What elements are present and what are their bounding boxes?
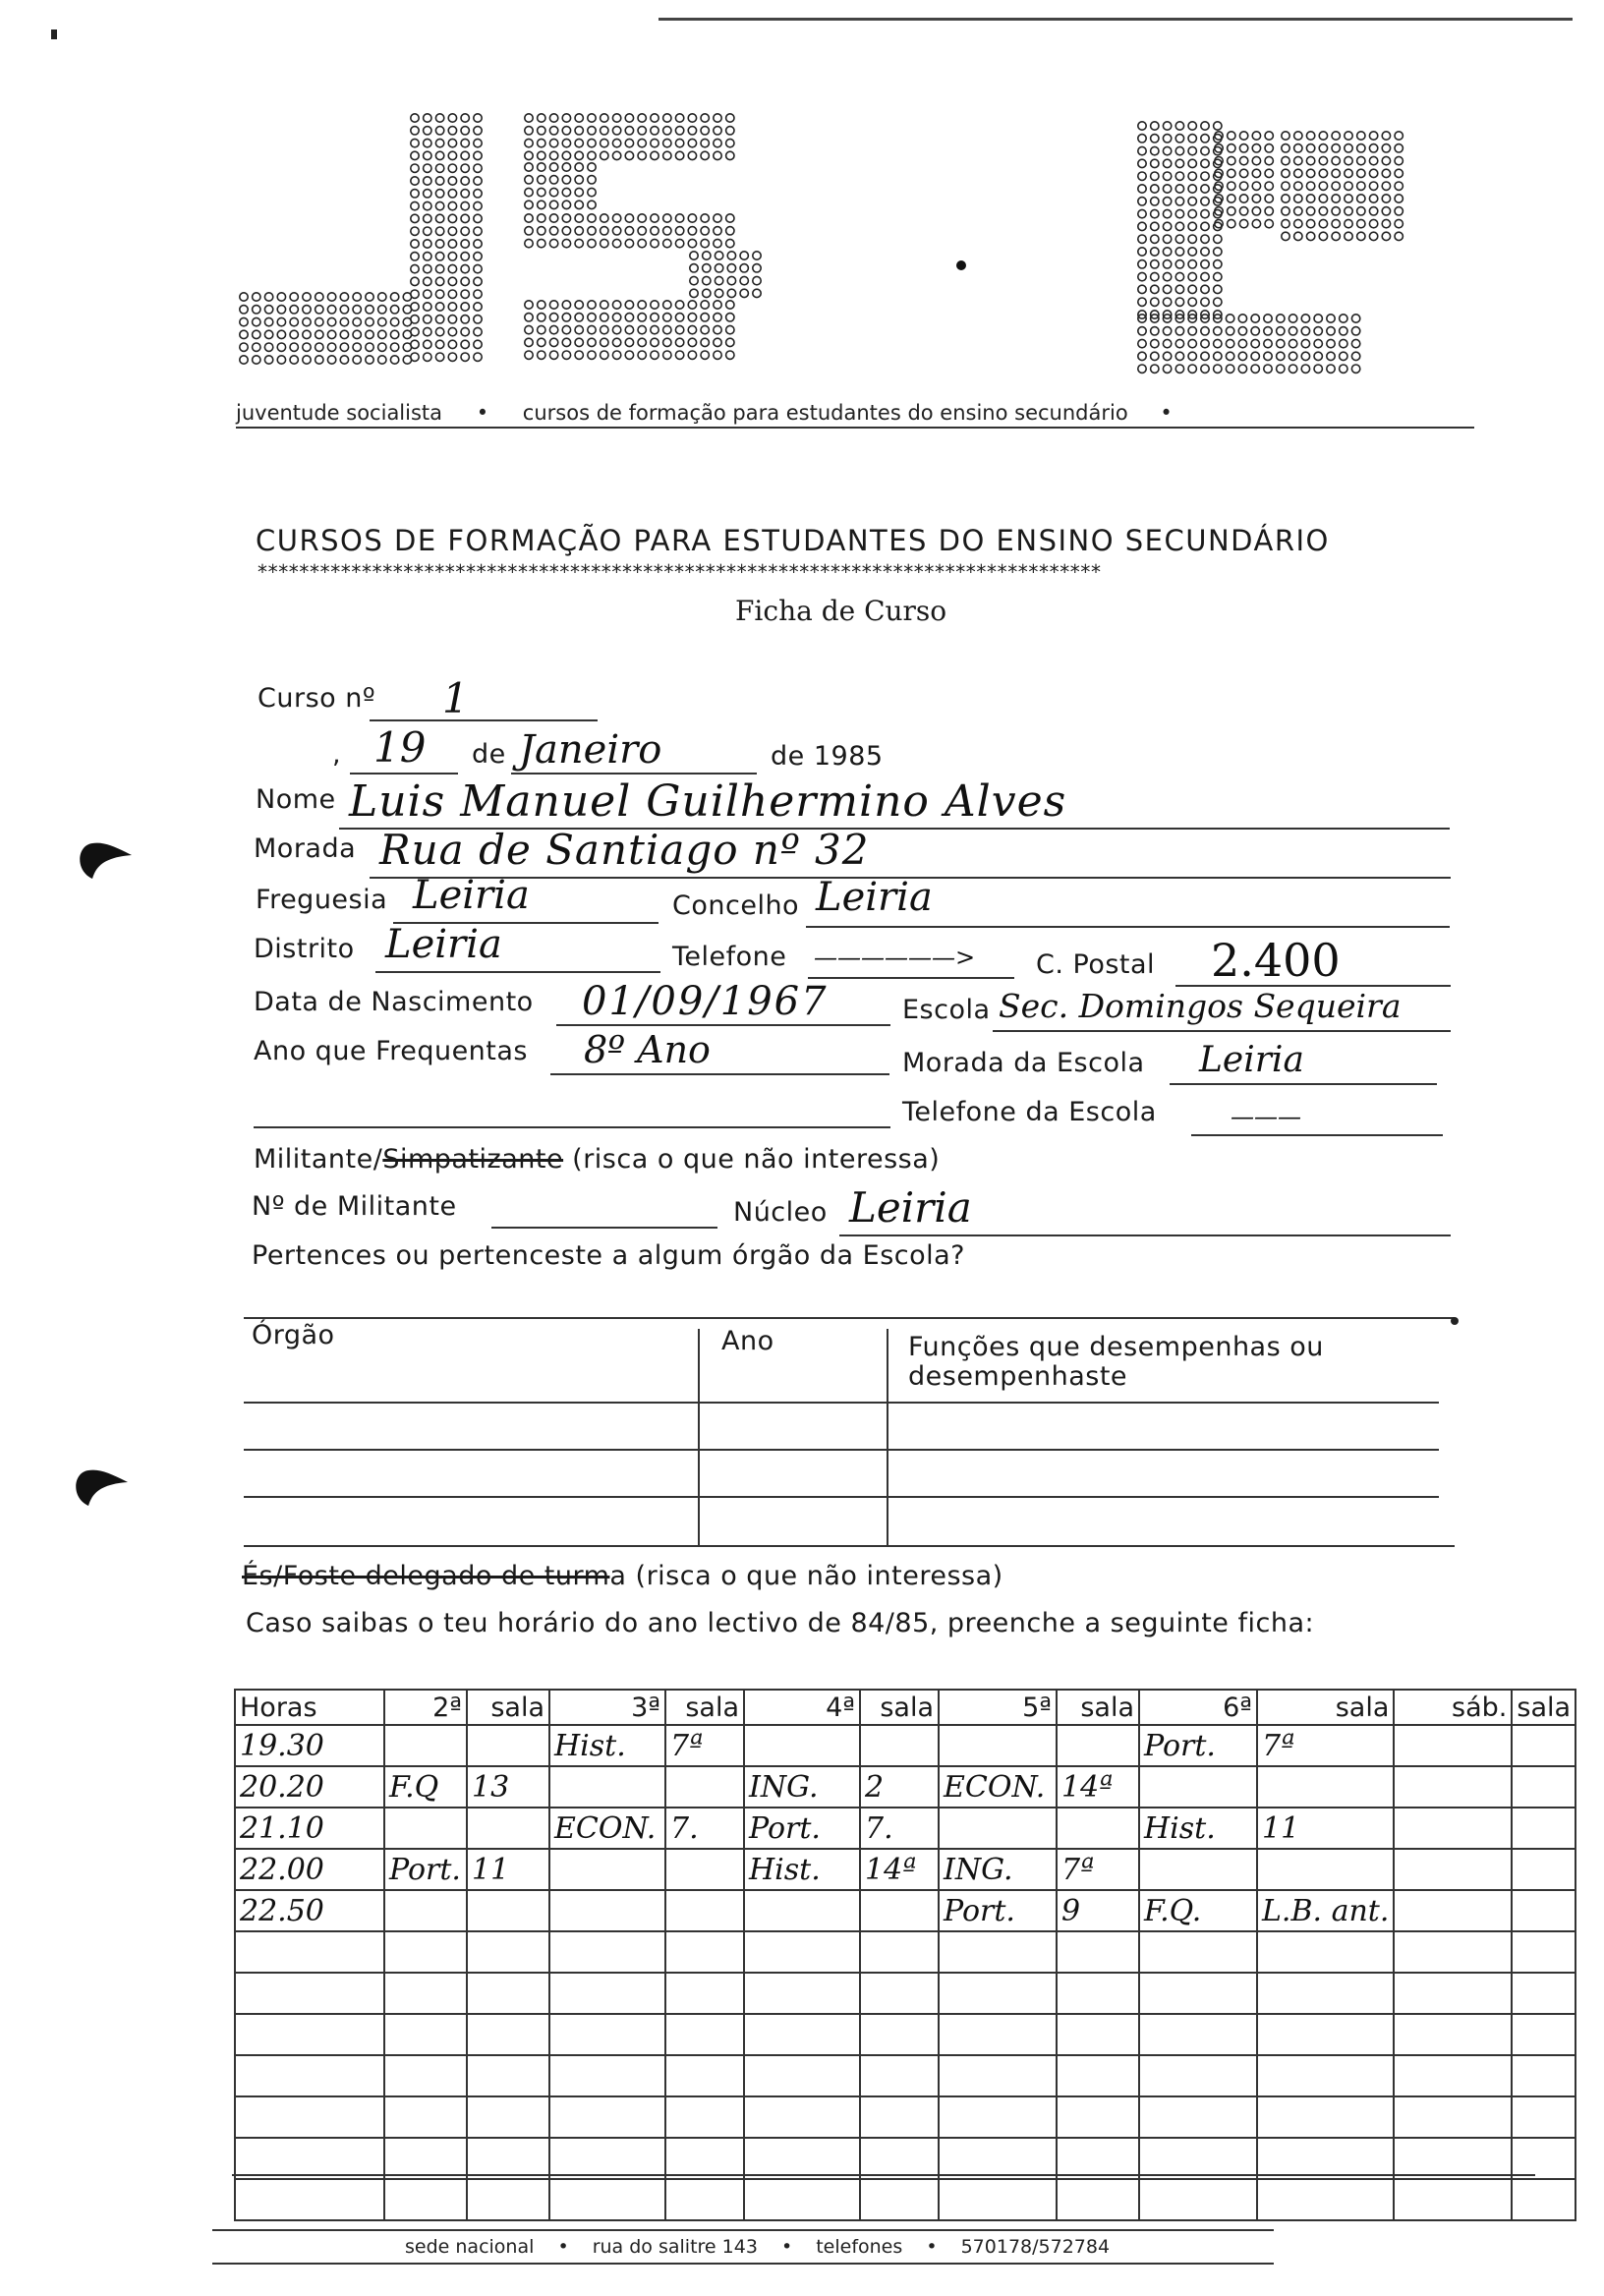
- schedule-cell[interactable]: [939, 2055, 1057, 2096]
- schedule-row: [235, 2055, 1575, 2096]
- schedule-cell[interactable]: 7ª: [1257, 1725, 1394, 1766]
- schedule-cell[interactable]: [744, 1931, 860, 1973]
- schedule-cell[interactable]: [665, 2014, 744, 2055]
- schedule-cell[interactable]: [1139, 1973, 1257, 2014]
- nucleo-label: Núcleo: [733, 1197, 828, 1228]
- schedule-cell[interactable]: [744, 1725, 860, 1766]
- schedule-cell[interactable]: [1257, 2096, 1394, 2138]
- date-comma: ,: [332, 739, 342, 770]
- schedule-cell[interactable]: [665, 1973, 744, 2014]
- schedule-cell[interactable]: [1394, 2179, 1512, 2220]
- schedule-cell[interactable]: [1057, 2138, 1139, 2179]
- schedule-cell[interactable]: [1057, 2014, 1139, 2055]
- schedule-cell[interactable]: [467, 1931, 549, 1973]
- schedule-cell[interactable]: 14ª: [860, 1849, 939, 1890]
- schedule-header-cell: sala: [665, 1690, 744, 1725]
- schedule-cell[interactable]: [467, 2138, 549, 2179]
- escola-value[interactable]: Sec. Domingos Sequeira: [999, 987, 1402, 1025]
- schedule-cell[interactable]: [860, 2014, 939, 2055]
- schedule-cell[interactable]: [384, 2014, 467, 2055]
- schedule-cell[interactable]: 9: [1057, 1890, 1139, 1931]
- morada-value[interactable]: Rua de Santiago nº 32: [379, 826, 870, 874]
- schedule-cell[interactable]: 7ª: [665, 1725, 744, 1766]
- footer-tel-value: 570178/572784: [960, 2236, 1111, 2258]
- schedule-cell[interactable]: [860, 1725, 939, 1766]
- schedule-row: [235, 1808, 1575, 1849]
- schedule-cell[interactable]: [1512, 1890, 1575, 1931]
- schedule-cell[interactable]: [1139, 1931, 1257, 1973]
- orgao-col-ano: Ano: [721, 1326, 774, 1356]
- schedule-cell[interactable]: [1139, 2014, 1257, 2055]
- schedule-cell[interactable]: ING.: [939, 1849, 1057, 1890]
- top-scan-line: [659, 18, 1573, 21]
- schedule-cell[interactable]: [1394, 1725, 1512, 1766]
- schedule-header-cell: sáb.: [1394, 1690, 1512, 1725]
- schedule-cell[interactable]: 13: [467, 1766, 549, 1808]
- schedule-cell[interactable]: [1257, 2138, 1394, 2179]
- telefone-value[interactable]: ——————>: [814, 944, 976, 971]
- footer: [405, 2236, 1110, 2258]
- schedule-cell[interactable]: [1394, 1808, 1512, 1849]
- header-rule: [236, 427, 1474, 429]
- schedule-hour-cell[interactable]: [235, 2014, 384, 2055]
- schedule-cell[interactable]: Hist.: [744, 1849, 860, 1890]
- schedule-hour-cell[interactable]: 20.20: [235, 1766, 384, 1808]
- schedule-row: [235, 2138, 1575, 2179]
- schedule-cell[interactable]: [1057, 1725, 1139, 1766]
- schedule-row: [235, 2096, 1575, 2138]
- schedule-cell[interactable]: [1394, 1890, 1512, 1931]
- morada-escola-value[interactable]: Leiria: [1199, 1040, 1304, 1080]
- schedule-table: [234, 1689, 1576, 2221]
- schedule-cell[interactable]: [1512, 1766, 1575, 1808]
- schedule-header-cell: sala: [1512, 1690, 1575, 1725]
- schedule-cell[interactable]: [1257, 2179, 1394, 2220]
- curso-line[interactable]: [370, 719, 598, 721]
- delegado-suffix: a (risca o que não interessa): [609, 1561, 1003, 1591]
- schedule-cell[interactable]: [384, 1931, 467, 1973]
- schedule-cell[interactable]: [744, 2096, 860, 2138]
- escola-line[interactable]: [993, 1030, 1451, 1032]
- schedule-cell[interactable]: [939, 2014, 1057, 2055]
- militante-struck: Simpatizante: [382, 1144, 564, 1175]
- schedule-cell[interactable]: [1512, 1973, 1575, 2014]
- schedule-cell[interactable]: [549, 2014, 665, 2055]
- schedule-cell[interactable]: [1139, 2179, 1257, 2220]
- distrito-value[interactable]: Leiria: [385, 922, 502, 967]
- form-subtitle: Ficha de Curso: [735, 595, 947, 627]
- schedule-cell[interactable]: [860, 2138, 939, 2179]
- schedule-cell[interactable]: [1394, 2138, 1512, 2179]
- schedule-row: [235, 1725, 1575, 1766]
- orgao-row-line: [244, 1402, 1439, 1404]
- schedule-hour-cell[interactable]: 22.00: [235, 1849, 384, 1890]
- footer-sede: sede nacional: [405, 2236, 535, 2258]
- schedule-cell[interactable]: [467, 2179, 549, 2220]
- nome-label: Nome: [256, 784, 336, 815]
- schedule-cell[interactable]: [1512, 2138, 1575, 2179]
- schedule-cell[interactable]: [1057, 1973, 1139, 2014]
- num-militante-line[interactable]: [491, 1227, 717, 1229]
- delegado-struck: És/Foste delegado de turm: [242, 1561, 610, 1591]
- schedule-cell[interactable]: ECON.: [549, 1808, 665, 1849]
- telefone-line[interactable]: [808, 977, 1014, 979]
- date-month[interactable]: Janeiro: [519, 727, 662, 773]
- date-month-line[interactable]: [511, 773, 757, 775]
- cpostal-label: C. Postal: [1036, 949, 1156, 980]
- schedule-cell[interactable]: [939, 2138, 1057, 2179]
- escola-label: Escola: [902, 995, 991, 1025]
- nome-value[interactable]: Luis Manuel Guilhermino Alves: [349, 776, 1067, 827]
- tagline-separator: •: [476, 401, 489, 425]
- schedule-cell[interactable]: F.Q: [384, 1766, 467, 1808]
- schedule-cell[interactable]: [665, 1849, 744, 1890]
- ano-value[interactable]: 8º Ano: [584, 1028, 711, 1071]
- tagline-right: cursos de formação para estudantes do ensino secundário: [522, 401, 1128, 425]
- footer-tel-label: telefones: [816, 2236, 903, 2258]
- freguesia-value[interactable]: Leiria: [413, 873, 530, 918]
- schedule-cell[interactable]: [1394, 1973, 1512, 2014]
- schedule-cell[interactable]: [1257, 1766, 1394, 1808]
- concelho-line[interactable]: [806, 926, 1450, 928]
- schedule-cell[interactable]: Hist.: [1139, 1808, 1257, 1849]
- schedule-cell[interactable]: [549, 2179, 665, 2220]
- schedule-cell[interactable]: [1512, 2096, 1575, 2138]
- header-tagline: [236, 401, 1474, 425]
- schedule-header-cell: Horas: [235, 1690, 384, 1725]
- schedule-cell[interactable]: 11: [467, 1849, 549, 1890]
- telefone-label: Telefone: [672, 942, 787, 972]
- footer-sep-3: •: [926, 2236, 938, 2258]
- schedule-cell[interactable]: [384, 1973, 467, 2014]
- pre-telefone-escola-line: [254, 1126, 890, 1128]
- schedule-cell[interactable]: [665, 2138, 744, 2179]
- schedule-header-cell: 2ª: [384, 1690, 467, 1725]
- orgao-row-line: [244, 1449, 1439, 1451]
- militante-suffix: (risca o que não interessa): [563, 1144, 941, 1175]
- schedule-cell[interactable]: [467, 1725, 549, 1766]
- schedule-cell[interactable]: 7ª: [1057, 1849, 1139, 1890]
- schedule-header-row: [235, 1690, 1575, 1725]
- concelho-label: Concelho: [672, 890, 800, 921]
- schedule-cell[interactable]: [860, 2096, 939, 2138]
- schedule-cell[interactable]: [860, 2055, 939, 2096]
- date-year: de 1985: [771, 741, 884, 772]
- schedule-hour-cell[interactable]: [235, 2179, 384, 2220]
- schedule-cell[interactable]: [744, 2138, 860, 2179]
- schedule-row: [235, 2179, 1575, 2220]
- schedule-cell[interactable]: [665, 2179, 744, 2220]
- date-de-1: de: [472, 739, 506, 770]
- schedule-cell[interactable]: [467, 1808, 549, 1849]
- date-day[interactable]: 19: [373, 723, 427, 772]
- schedule-cell[interactable]: [384, 2096, 467, 2138]
- schedule-cell[interactable]: [384, 2179, 467, 2220]
- footer-rule-bottom: [212, 2263, 1274, 2265]
- schedule-cell[interactable]: [1394, 1766, 1512, 1808]
- schedule-cell[interactable]: [939, 2096, 1057, 2138]
- orgao-col-funcoes: Funções que desempenhas ou desempenhaste: [908, 1332, 1324, 1392]
- schedule-cell[interactable]: [549, 2138, 665, 2179]
- schedule-cell[interactable]: [744, 2179, 860, 2220]
- schedule-cell[interactable]: 14ª: [1057, 1766, 1139, 1808]
- form-title: CURSOS DE FORMAÇÃO PARA ESTUDANTES DO ENSINO SECUNDÁRIO: [256, 524, 1330, 557]
- schedule-cell[interactable]: 7.: [665, 1808, 744, 1849]
- logo-letter-j: [240, 114, 482, 364]
- orgao-row-line: [244, 1496, 1439, 1498]
- schedule-cell[interactable]: [1257, 1973, 1394, 2014]
- schedule-cell[interactable]: [1257, 1931, 1394, 1973]
- schedule-cell[interactable]: [1057, 2055, 1139, 2096]
- ano-label: Ano que Frequentas: [254, 1036, 528, 1066]
- schedule-header-cell: 6ª: [1139, 1690, 1257, 1725]
- telefone-escola-value[interactable]: ———: [1231, 1103, 1301, 1130]
- schedule-cell[interactable]: [1139, 2096, 1257, 2138]
- binder-hole-mark-1: [73, 835, 136, 885]
- tagline-left: juventude socialista: [236, 401, 443, 425]
- schedule-cell[interactable]: [549, 1931, 665, 1973]
- schedule-cell[interactable]: [1057, 2179, 1139, 2220]
- schedule-cell[interactable]: ING.: [744, 1766, 860, 1808]
- horario-prompt: Caso saibas o teu horário do ano lectivo de 84/85, preenche a seguinte ficha:: [246, 1608, 1315, 1638]
- schedule-cell[interactable]: [1139, 1766, 1257, 1808]
- schedule-header-cell: 5ª: [939, 1690, 1057, 1725]
- binder-hole-mark-2: [69, 1463, 132, 1512]
- schedule-cell[interactable]: [467, 2014, 549, 2055]
- schedule-cell[interactable]: [665, 2055, 744, 2096]
- schedule-cell[interactable]: [860, 1973, 939, 2014]
- distrito-label: Distrito: [254, 934, 355, 964]
- schedule-cell[interactable]: Hist.: [549, 1725, 665, 1766]
- militante-line: [254, 1144, 940, 1175]
- schedule-cell[interactable]: [384, 2138, 467, 2179]
- cpostal-value[interactable]: 2.400: [1211, 934, 1341, 987]
- schedule-cell[interactable]: Port.: [744, 1808, 860, 1849]
- militante-prefix: Militante/: [254, 1144, 383, 1175]
- schedule-cell[interactable]: [744, 2055, 860, 2096]
- schedule-cell[interactable]: [1512, 2014, 1575, 2055]
- schedule-hour-cell[interactable]: [235, 2096, 384, 2138]
- schedule-cell[interactable]: Port.: [384, 1849, 467, 1890]
- schedule-cell[interactable]: [1139, 2055, 1257, 2096]
- schedule-hour-cell[interactable]: [235, 1931, 384, 1973]
- schedule-cell[interactable]: [384, 1808, 467, 1849]
- schedule-header-cell: sala: [1057, 1690, 1139, 1725]
- schedule-cell[interactable]: [939, 1725, 1057, 1766]
- schedule-cell[interactable]: 7.: [860, 1808, 939, 1849]
- schedule-hour-cell[interactable]: 19.30: [235, 1725, 384, 1766]
- schedule-cell[interactable]: [665, 1931, 744, 1973]
- morada-escola-line[interactable]: [1170, 1083, 1437, 1085]
- schedule-row: [235, 1931, 1575, 1973]
- schedule-cell[interactable]: [549, 1973, 665, 2014]
- schedule-cell[interactable]: [384, 1890, 467, 1931]
- logo-separator-dot: [956, 260, 966, 270]
- tagline-end: •: [1160, 401, 1173, 425]
- morada-escola-label: Morada da Escola: [902, 1048, 1145, 1078]
- schedule-cell[interactable]: [1512, 1808, 1575, 1849]
- nucleo-value[interactable]: Leiria: [849, 1183, 972, 1232]
- schedule-cell[interactable]: ECON.: [939, 1766, 1057, 1808]
- schedule-row: [235, 2014, 1575, 2055]
- ano-line[interactable]: [550, 1073, 889, 1075]
- schedule-hour-cell[interactable]: [235, 1973, 384, 2014]
- schedule-cell[interactable]: [1257, 2055, 1394, 2096]
- schedule-row: [235, 1766, 1575, 1808]
- schedule-cell[interactable]: [860, 1890, 939, 1931]
- schedule-cell[interactable]: [939, 1973, 1057, 2014]
- schedule-hour-cell[interactable]: [235, 2055, 384, 2096]
- num-militante-label: Nº de Militante: [252, 1191, 457, 1222]
- nascimento-value[interactable]: 01/09/1967: [582, 979, 829, 1024]
- schedule-cell[interactable]: [549, 2055, 665, 2096]
- schedule-cell[interactable]: [665, 2096, 744, 2138]
- schedule-hour-cell[interactable]: [235, 2138, 384, 2179]
- curso-value[interactable]: 1: [442, 674, 469, 722]
- schedule-header-cell: sala: [1257, 1690, 1394, 1725]
- schedule-row: [235, 1890, 1575, 1931]
- nascimento-label: Data de Nascimento: [254, 987, 534, 1017]
- schedule-cell[interactable]: [744, 2014, 860, 2055]
- orgao-question: Pertences ou pertenceste a algum órgão da Escola?: [252, 1240, 965, 1271]
- schedule-cell[interactable]: [860, 2179, 939, 2220]
- orgao-table: [244, 1319, 1455, 1549]
- schedule-header-cell: 4ª: [744, 1690, 860, 1725]
- schedule-cell[interactable]: [1057, 2096, 1139, 2138]
- footer-sep-1: •: [557, 2236, 569, 2258]
- distrito-line[interactable]: [375, 971, 660, 973]
- schedule-cell[interactable]: [467, 1973, 549, 2014]
- schedule-cell[interactable]: [665, 1766, 744, 1808]
- schedule-header-cell: sala: [860, 1690, 939, 1725]
- date-day-line[interactable]: [350, 773, 458, 775]
- schedule-cell[interactable]: [665, 1890, 744, 1931]
- schedule-cell[interactable]: [549, 1890, 665, 1931]
- schedule-cell[interactable]: L.B. ant.: [1257, 1890, 1394, 1931]
- schedule-cell[interactable]: [549, 2096, 665, 2138]
- logo-letter-s: [525, 114, 761, 360]
- schedule-cell[interactable]: 11: [1257, 1808, 1394, 1849]
- telefone-escola-label: Telefone da Escola: [902, 1097, 1157, 1127]
- schedule-cell[interactable]: F.Q.: [1139, 1890, 1257, 1931]
- orgao-col-divider-2: [887, 1329, 888, 1547]
- schedule-cell[interactable]: [467, 1890, 549, 1931]
- freguesia-label: Freguesia: [256, 885, 388, 915]
- schedule-row: [235, 1849, 1575, 1890]
- schedule-cell[interactable]: [939, 2179, 1057, 2220]
- schedule-cell[interactable]: [467, 2096, 549, 2138]
- orgao-col-divider-1: [698, 1329, 700, 1547]
- schedule-cell[interactable]: Port.: [939, 1890, 1057, 1931]
- footer-sep-2: •: [780, 2236, 793, 2258]
- schedule-cell[interactable]: [744, 1890, 860, 1931]
- nascimento-line[interactable]: [556, 1024, 890, 1026]
- schedule-header-cell: 3ª: [549, 1690, 665, 1725]
- morada-label: Morada: [254, 833, 357, 864]
- schedule-header-cell: sala: [467, 1690, 549, 1725]
- js-ps-logo: [236, 108, 1494, 403]
- schedule-cell[interactable]: [1512, 2055, 1575, 2096]
- schedule-cell[interactable]: [1512, 1849, 1575, 1890]
- schedule-cell[interactable]: [1512, 1725, 1575, 1766]
- footer-rule: [212, 2229, 1274, 2231]
- schedule-cell[interactable]: [1057, 1808, 1139, 1849]
- concelho-value[interactable]: Leiria: [816, 875, 933, 920]
- logo-letter-p: [1138, 122, 1404, 373]
- schedule-cell[interactable]: [1512, 1931, 1575, 1973]
- schedule-cell[interactable]: [1139, 1849, 1257, 1890]
- schedule-cell[interactable]: [467, 2055, 549, 2096]
- schedule-cell[interactable]: [939, 1931, 1057, 1973]
- orgao-row-line: [244, 1545, 1455, 1547]
- schedule-cell[interactable]: [384, 2055, 467, 2096]
- schedule-cell[interactable]: [1394, 2096, 1512, 2138]
- schedule-cell[interactable]: [1394, 1849, 1512, 1890]
- delegado-line: [242, 1561, 1003, 1591]
- schedule-cell[interactable]: [384, 1725, 467, 1766]
- schedule-cell[interactable]: [549, 1849, 665, 1890]
- schedule-hour-cell[interactable]: 21.10: [235, 1808, 384, 1849]
- schedule-cell[interactable]: [744, 1973, 860, 2014]
- schedule-cell[interactable]: [1394, 2055, 1512, 2096]
- schedule-cell[interactable]: [1139, 2138, 1257, 2179]
- footer-rua: rua do salitre 143: [592, 2236, 758, 2258]
- nucleo-line[interactable]: [839, 1234, 1451, 1236]
- curso-label: Curso nº: [258, 683, 376, 714]
- orgao-col-orgao: Órgão: [252, 1320, 335, 1350]
- title-stars: *********************************************************************************: [258, 560, 1102, 584]
- schedule-cell[interactable]: [549, 1766, 665, 1808]
- schedule-row: [235, 1973, 1575, 2014]
- scan-speck: [51, 29, 57, 39]
- schedule-cell[interactable]: [860, 1931, 939, 1973]
- schedule-cell[interactable]: [1394, 2014, 1512, 2055]
- schedule-cell[interactable]: 2: [860, 1766, 939, 1808]
- schedule-cell[interactable]: [1394, 1931, 1512, 1973]
- schedule-cell[interactable]: [939, 1808, 1057, 1849]
- telefone-escola-line[interactable]: [1191, 1134, 1443, 1136]
- schedule-hour-cell[interactable]: 22.50: [235, 1890, 384, 1931]
- schedule-cell[interactable]: Port.: [1139, 1725, 1257, 1766]
- schedule-cell[interactable]: [1257, 2014, 1394, 2055]
- schedule-cell[interactable]: [1257, 1849, 1394, 1890]
- schedule-bottom-rule: [232, 2174, 1535, 2176]
- schedule-cell[interactable]: [1057, 1931, 1139, 1973]
- schedule-cell[interactable]: [1512, 2179, 1575, 2220]
